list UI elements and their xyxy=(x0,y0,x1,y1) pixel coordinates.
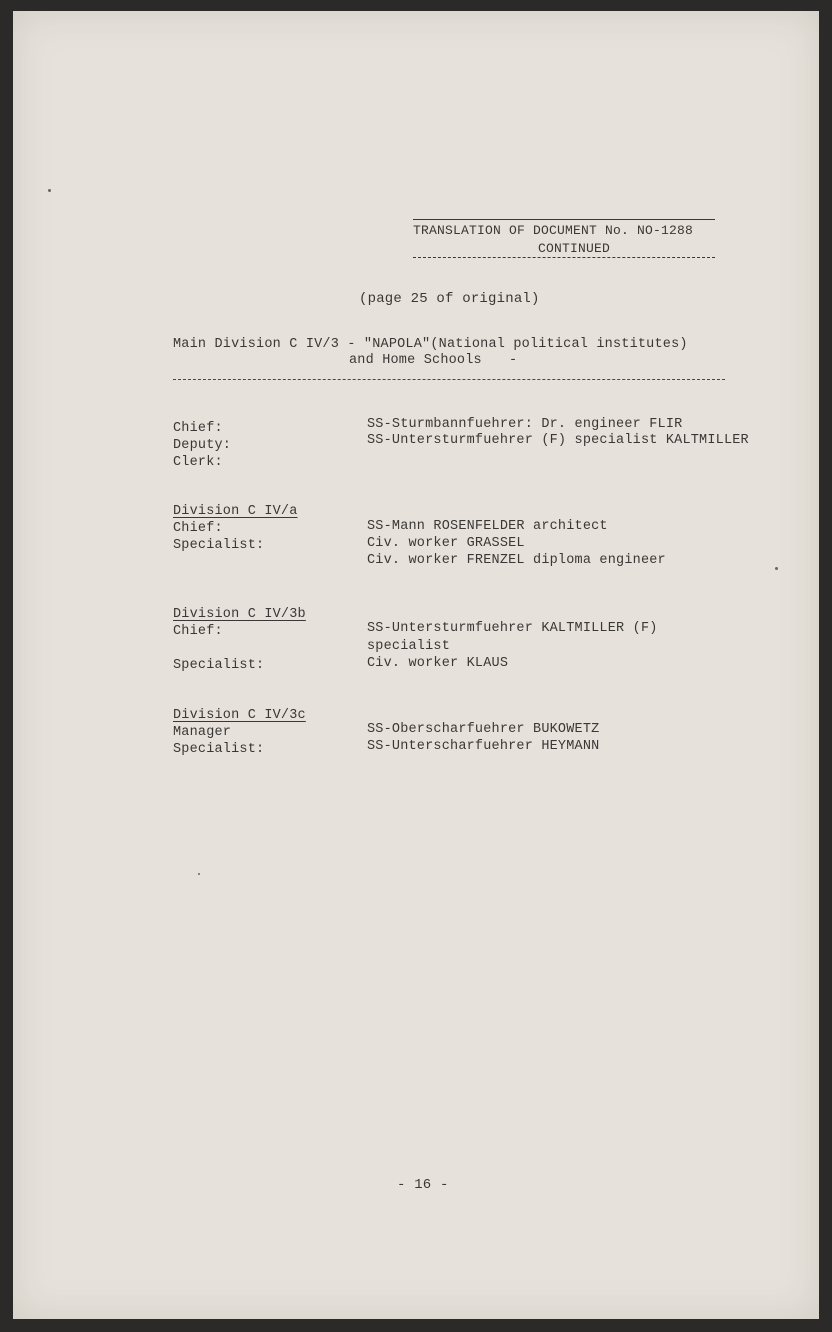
row-value: SS-Sturmbannfuehrer: Dr. engineer FLIR xyxy=(367,417,683,432)
section-title: Division C IV/3b xyxy=(173,607,306,622)
row-value: Civ. worker KLAUS xyxy=(367,656,509,671)
row-value: SS-Unterscharfuehrer HEYMANN xyxy=(367,739,600,754)
row-label: Manager xyxy=(173,725,232,740)
main-division-line2-mark: - xyxy=(509,353,518,368)
row-value: SS-Untersturmfuehrer KALTMILLER (F) xyxy=(367,621,658,636)
row-label: Deputy: xyxy=(173,438,232,453)
row-value: Civ. worker FRENZEL diploma engineer xyxy=(367,553,666,568)
row-value: specialist xyxy=(367,639,451,654)
row-label: Chief: xyxy=(173,521,223,536)
row-value: SS-Untersturmfuehrer (F) specialist KALTMILLER xyxy=(367,433,749,448)
paper-speck xyxy=(775,567,778,570)
page-reference: (page 25 of original) xyxy=(359,291,540,307)
header-top-rule xyxy=(413,219,715,220)
header-subtitle: CONTINUED xyxy=(538,241,611,256)
header-bottom-rule xyxy=(413,257,715,258)
header-title: TRANSLATION OF DOCUMENT No. NO-1288 xyxy=(413,223,694,238)
row-value: SS-Mann ROSENFELDER architect xyxy=(367,519,608,534)
section-title: Division C IV/3c xyxy=(173,708,306,723)
row-label: Clerk: xyxy=(173,455,223,470)
row-label: Specialist: xyxy=(173,538,265,553)
row-label: Specialist: xyxy=(173,742,265,757)
main-division-line1: Main Division C IV/3 - "NAPOLA"(National political institutes) xyxy=(173,337,688,352)
paper-speck xyxy=(48,189,51,192)
row-label: Chief: xyxy=(173,624,223,639)
section-title: Division C IV/a xyxy=(173,504,298,519)
paper-speck xyxy=(198,873,200,875)
row-value: Civ. worker GRASSEL xyxy=(367,536,525,551)
main-division-rule xyxy=(173,379,725,380)
row-value: SS-Oberscharfuehrer BUKOWETZ xyxy=(367,722,600,737)
row-label: Chief: xyxy=(173,421,223,436)
main-division-line2: and Home Schools xyxy=(349,353,482,368)
document-page xyxy=(13,11,819,1319)
row-label: Specialist: xyxy=(173,658,265,673)
page-number: - 16 - xyxy=(397,1177,449,1193)
